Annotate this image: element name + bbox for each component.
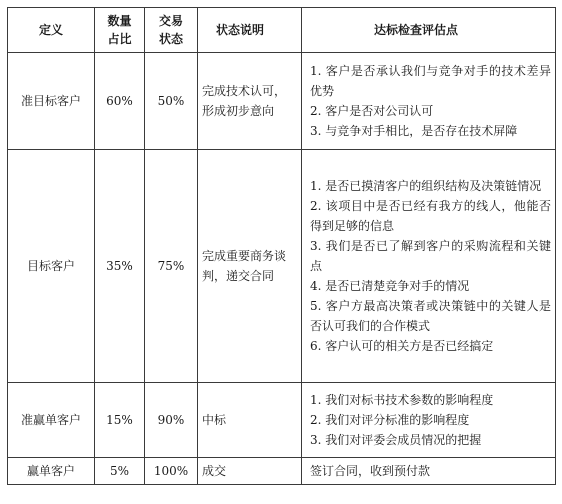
header-share-line1: 数量 bbox=[107, 14, 132, 28]
criteria-item: 5. 客户方最高决策者或决策链中的关键人是否认可我们的合作模式 bbox=[310, 299, 551, 333]
criteria-item: 2. 客户是否对公司认可 bbox=[310, 104, 434, 118]
header-rate-line1: 交易 bbox=[158, 14, 183, 28]
row-rate: 50% bbox=[145, 53, 198, 150]
customer-stage-table bbox=[7, 7, 556, 485]
row-rate: 100% bbox=[145, 458, 198, 485]
row-criteria bbox=[302, 383, 556, 458]
header-share-line2: 占比 bbox=[107, 32, 132, 46]
criteria-item: 6. 客户认可的相关方是否已经搞定 bbox=[310, 339, 494, 353]
row-criteria bbox=[302, 458, 556, 485]
row-name: 赢单客户 bbox=[8, 458, 95, 485]
row-name: 准目标客户 bbox=[8, 53, 95, 150]
criteria-item: 3. 与竞争对手相比，是否存在技术屏障 bbox=[310, 124, 518, 138]
row-name: 准赢单客户 bbox=[8, 383, 95, 458]
row-status: 中标 bbox=[198, 383, 302, 458]
header-criteria: 达标检查评估点 bbox=[302, 8, 556, 53]
header-definition: 定义 bbox=[8, 8, 95, 53]
row-share: 15% bbox=[95, 383, 145, 458]
criteria-item: 1. 是否已摸清客户的组织结构及决策链情况 bbox=[310, 179, 542, 193]
row-rate: 90% bbox=[145, 383, 198, 458]
table-row bbox=[8, 383, 556, 458]
criteria-item: 4. 是否已清楚竞争对手的情况 bbox=[310, 279, 470, 293]
table-row bbox=[8, 150, 556, 383]
row-status: 成交 bbox=[198, 458, 302, 485]
table-row bbox=[8, 53, 556, 150]
row-name: 目标客户 bbox=[8, 150, 95, 383]
row-criteria bbox=[302, 53, 556, 150]
row-status: 完成重要商务谈判，递交合同 bbox=[198, 150, 302, 383]
criteria-item: 2. 我们对评分标准的影响程度 bbox=[310, 413, 470, 427]
header-rate-line2: 状态 bbox=[158, 32, 183, 46]
row-share: 5% bbox=[95, 458, 145, 485]
row-share: 35% bbox=[95, 150, 145, 383]
row-share: 60% bbox=[95, 53, 145, 150]
header-share bbox=[95, 8, 145, 53]
criteria-item: 1. 客户是否承认我们与竞争对手的技术差异优势 bbox=[310, 64, 551, 98]
criteria-item: 签订合同，收到预付款 bbox=[310, 464, 431, 478]
header-rate bbox=[145, 8, 198, 53]
criteria-item: 1. 我们对标书技术参数的影响程度 bbox=[310, 393, 494, 407]
row-status: 完成技术认可，形成初步意向 bbox=[198, 53, 302, 150]
header-row bbox=[8, 8, 556, 53]
table-row bbox=[8, 458, 556, 485]
criteria-item: 3. 我们是否已了解到客户的采购流程和关键点 bbox=[310, 239, 551, 273]
row-criteria bbox=[302, 150, 556, 383]
criteria-item: 2. 该项目中是否已经有我方的线人，他能否得到足够的信息 bbox=[310, 199, 551, 233]
header-status-desc: 状态说明 bbox=[198, 8, 302, 53]
criteria-item: 3. 我们对评委会成员情况的把握 bbox=[310, 433, 482, 447]
row-rate: 75% bbox=[145, 150, 198, 383]
